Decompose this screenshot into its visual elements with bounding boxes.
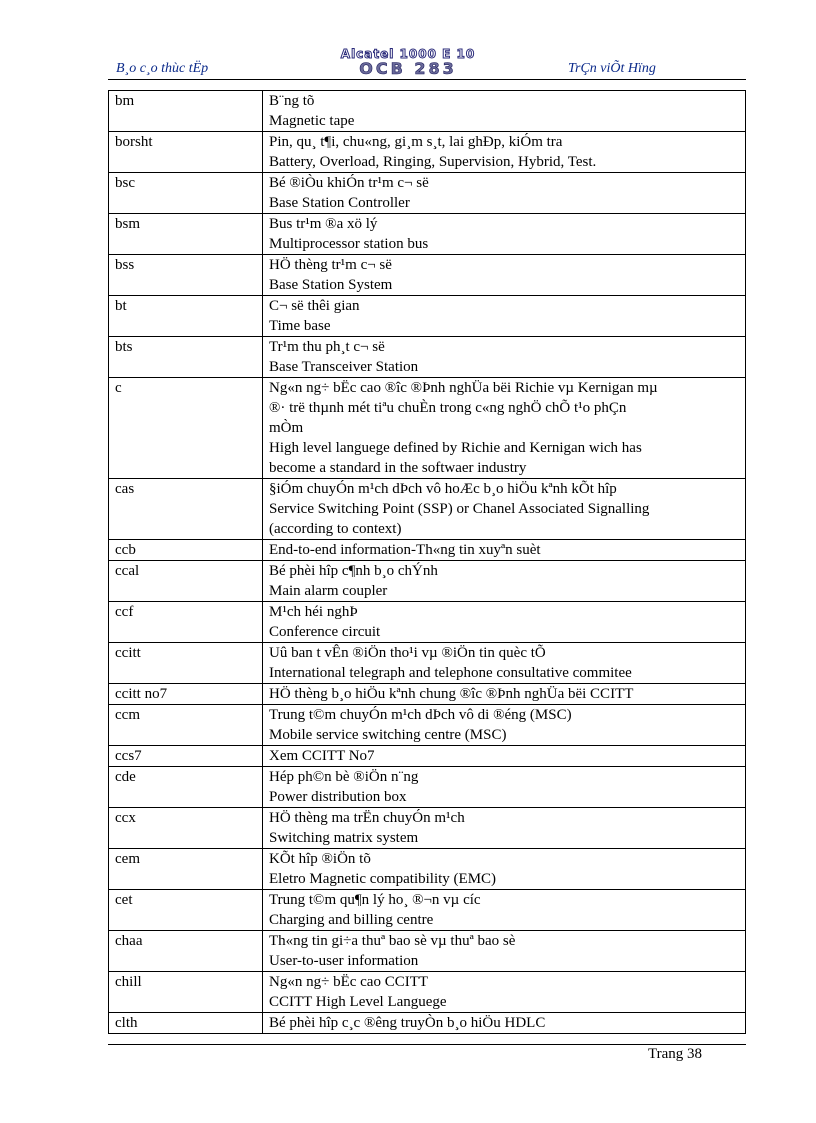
glossary-definition: [263, 255, 746, 296]
header-divider: [108, 79, 746, 80]
definition-line: Base Station System: [269, 277, 393, 293]
glossary-definition: [263, 705, 746, 746]
glossary-abbreviation: bts: [109, 337, 263, 378]
glossary-definition: [263, 296, 746, 337]
glossary-abbreviation: ccx: [109, 808, 263, 849]
glossary-row: [109, 479, 746, 540]
header-system-line1: Alcatel 1000 E 10: [340, 47, 476, 61]
definition-line: Power distribution box: [269, 789, 407, 805]
definition-line: Mobile service switching centre (MSC): [269, 727, 507, 743]
glossary-body: [109, 91, 746, 1034]
glossary-row: [109, 378, 746, 479]
definition-line: C¬ së thêi gian: [269, 298, 360, 314]
glossary-abbreviation: cem: [109, 849, 263, 890]
glossary-abbreviation: chill: [109, 972, 263, 1013]
footer-divider: [108, 1044, 746, 1045]
glossary-definition: [263, 173, 746, 214]
definition-line: Bé phèi hîp c¶nh b¸o chÝnh: [269, 563, 438, 579]
glossary-abbreviation: ccal: [109, 561, 263, 602]
definition-line: Ng«n ng÷ bËc cao CCITT: [269, 974, 429, 990]
glossary-abbreviation: bm: [109, 91, 263, 132]
glossary-row: [109, 849, 746, 890]
header-author: TrÇn viÕt Hïng: [568, 61, 656, 76]
glossary-definition: [263, 479, 746, 540]
glossary-row: [109, 91, 746, 132]
definition-line: Tr¹m thu ph¸t c¬ së: [269, 339, 385, 355]
glossary-definition: [263, 890, 746, 931]
page-number: Trang 38: [648, 1046, 703, 1062]
definition-line: M¹ch héi nghÞ: [269, 604, 358, 620]
glossary-definition: [263, 540, 746, 561]
glossary-definition: [263, 684, 746, 705]
header-system-line2: OCB 283: [359, 59, 457, 78]
glossary-abbreviation: cde: [109, 767, 263, 808]
glossary-definition: [263, 91, 746, 132]
glossary-abbreviation: ccitt no7: [109, 684, 263, 705]
glossary-abbreviation: cas: [109, 479, 263, 540]
definition-line: Base Station Controller: [269, 195, 410, 211]
definition-line: Bé ®iÒu khiÓn tr¹m c¬ së: [269, 175, 429, 191]
glossary-row: [109, 931, 746, 972]
glossary-row: [109, 173, 746, 214]
definition-line: Battery, Overload, Ringing, Supervision, Hybrid, Test.: [269, 154, 597, 170]
glossary-row: [109, 890, 746, 931]
glossary-table: [108, 90, 746, 1034]
page-header: [108, 48, 746, 80]
glossary-definition: [263, 767, 746, 808]
definition-line: Service Switching Point (SSP) or Chanel Associated Signalling: [269, 501, 650, 517]
glossary-definition: [263, 602, 746, 643]
glossary-row: [109, 132, 746, 173]
definition-line: §iÓm chuyÓn m¹ch dÞch vô hoÆc b¸o hiÖu kªnh kÕt hîp: [269, 481, 617, 497]
glossary-row: [109, 540, 746, 561]
glossary-abbreviation: cet: [109, 890, 263, 931]
glossary-row: [109, 808, 746, 849]
glossary-definition: [263, 337, 746, 378]
glossary-row: [109, 214, 746, 255]
definition-line: B¨ng tõ: [269, 93, 315, 109]
definition-line: Xem CCITT No7: [269, 748, 375, 764]
glossary-row: [109, 684, 746, 705]
definition-line: Magnetic tape: [269, 113, 355, 129]
glossary-abbreviation: bss: [109, 255, 263, 296]
glossary-definition: [263, 972, 746, 1013]
definition-line: Trung t©m chuyÓn m¹ch dÞch vô di ®éng (MSC): [269, 707, 572, 723]
glossary-row: [109, 561, 746, 602]
glossary-definition: [263, 808, 746, 849]
glossary-definition: [263, 643, 746, 684]
definition-line: Ng«n ng÷ bËc cao ®îc ®Þnh nghÜa bëi Richie vµ Kernigan mµ: [269, 380, 658, 396]
definition-line: User-to-user information: [269, 953, 419, 969]
definition-line: mÒm: [269, 420, 304, 436]
definition-line: ®· trë thµnh mét tiªu chuÈn trong c«ng nghÖ chÕ t¹o phÇn: [269, 400, 627, 416]
definition-line: HÖ thèng tr¹m c¬ së: [269, 257, 392, 273]
definition-line: Bus tr¹m ®a xö lý: [269, 216, 378, 232]
glossary-definition: [263, 378, 746, 479]
glossary-definition: [263, 214, 746, 255]
glossary-abbreviation: borsht: [109, 132, 263, 173]
glossary-definition: [263, 132, 746, 173]
glossary-abbreviation: chaa: [109, 931, 263, 972]
definition-line: Base Transceiver Station: [269, 359, 419, 375]
definition-line: Time base: [269, 318, 331, 334]
definition-line: Hép ph©n bè ®iÖn n¨ng: [269, 769, 419, 785]
definition-line: Main alarm coupler: [269, 583, 388, 599]
definition-line: International telegraph and telephone consultative commitee: [269, 665, 632, 681]
glossary-row: [109, 705, 746, 746]
glossary-abbreviation: bsm: [109, 214, 263, 255]
glossary-row: [109, 255, 746, 296]
definition-line: CCITT High Level Languege: [269, 994, 447, 1010]
definition-line: HÖ thèng b¸o hiÖu kªnh chung ®îc ®Þnh nghÜa bëi CCITT: [269, 686, 634, 702]
definition-line: Uû ban t vÊn ®iÖn tho¹i vµ ®iÖn tin quèc tÕ: [269, 645, 546, 661]
glossary-row: [109, 296, 746, 337]
definition-line: HÖ thèng ma trËn chuyÓn m¹ch: [269, 810, 465, 826]
definition-line: Trung t©m qu¶n lý ho¸ ®¬n vµ cíc: [269, 892, 481, 908]
definition-line: Th«ng tin gi÷a thuª bao sè vµ thuª bao sè: [269, 933, 516, 949]
glossary-row: [109, 972, 746, 1013]
definition-line: Conference circuit: [269, 624, 381, 640]
definition-line: (according to context): [269, 521, 402, 537]
glossary-row: [109, 643, 746, 684]
glossary-definition: [263, 849, 746, 890]
definition-line: Pin, qu¸ t¶i, chu«ng, gi¸m s¸t, lai ghÐp, kiÓm tra: [269, 134, 563, 150]
glossary-row: [109, 337, 746, 378]
glossary-row: [109, 602, 746, 643]
glossary-abbreviation: ccm: [109, 705, 263, 746]
glossary-abbreviation: bsc: [109, 173, 263, 214]
definition-line: Charging and billing centre: [269, 912, 434, 928]
glossary-definition: [263, 931, 746, 972]
glossary-abbreviation: ccs7: [109, 746, 263, 767]
glossary-row: [109, 1013, 746, 1034]
glossary-row: [109, 767, 746, 808]
definition-line: Bé phèi hîp c¸c ®êng truyÒn b¸o hiÖu HDLC: [269, 1015, 546, 1031]
glossary-row: [109, 746, 746, 767]
definition-line: High level languege defined by Richie and Kernigan wich has: [269, 440, 642, 456]
header-system-title: [318, 48, 498, 77]
glossary-definition: [263, 746, 746, 767]
definition-line: become a standard in the softwaer industry: [269, 460, 527, 476]
glossary-definition: [263, 561, 746, 602]
glossary-abbreviation: c: [109, 378, 263, 479]
glossary-abbreviation: ccb: [109, 540, 263, 561]
header-report-title: B¸o c¸o thùc tËp: [116, 61, 209, 76]
glossary-abbreviation: ccitt: [109, 643, 263, 684]
definition-line: KÕt hîp ®iÖn tõ: [269, 851, 371, 867]
glossary-abbreviation: bt: [109, 296, 263, 337]
definition-line: Switching matrix system: [269, 830, 419, 846]
glossary-definition: [263, 1013, 746, 1034]
definition-line: End-to-end information-Th«ng tin xuyªn suèt: [269, 542, 541, 558]
glossary-abbreviation: clth: [109, 1013, 263, 1034]
definition-line: Multiprocessor station bus: [269, 236, 429, 252]
glossary-abbreviation: ccf: [109, 602, 263, 643]
definition-line: Eletro Magnetic compatibility (EMC): [269, 871, 497, 887]
